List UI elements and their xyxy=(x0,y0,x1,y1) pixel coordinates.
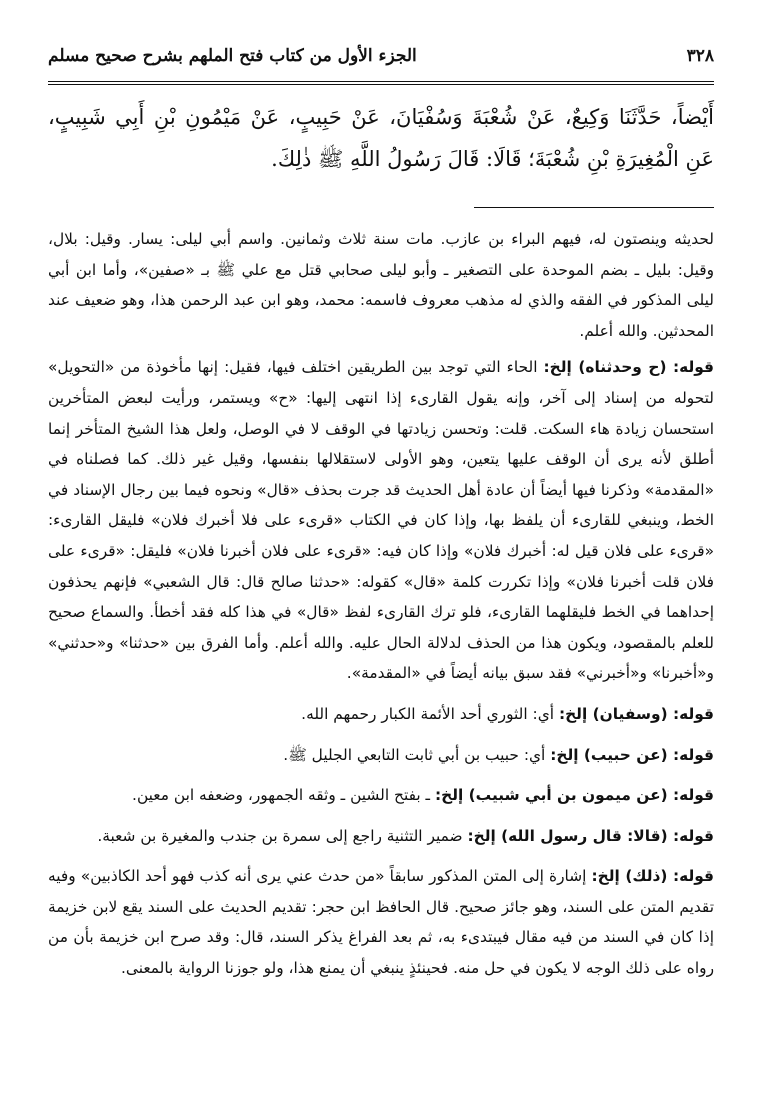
note-text: أي: حبيب بن أبي ثابت التابعي الجليل ﷺ. xyxy=(283,745,551,764)
page-header xyxy=(48,46,714,66)
note-label: قوله: (عن حبيب) إلخ: xyxy=(550,745,714,764)
hadith-text: أَيْضاً، حَدَّثَنَا وَكِيعٌ، عَنْ شُعْبَةَ وَسُفْيَانَ، عَنْ حَبِيبٍ، عَنْ مَيْمُونِ بْنِ أَبِي شَبِيبٍ، عَنِ الْمُغِيرَةِ بْنِ شُعْبَةَ؛ قَالَا: قَالَ رَسُولُ اللَّهِ ﷺ ذٰلِكَ. xyxy=(48,105,714,171)
note-label: قوله: (وسفيان) إلخ: xyxy=(558,704,714,723)
note-text: ضمير التثنية راجع إلى سمرة بن جندب والمغيرة بن شعبة. xyxy=(97,826,468,845)
note-paragraph xyxy=(48,352,714,689)
running-title: الجزء الأول من كتاب فتح الملهم بشرح صحيح مسلم xyxy=(48,46,417,66)
page-number: ٣٢٨ xyxy=(686,46,714,66)
note-text: الحاء التي توجد بين الطريقين اختلف فيها، فقيل: إنها مأخوذة من «التحويل» لتحوله من إسناد إلى آخر، وإنه يقول القارىء إذا انتهى إليها: «ح» ويستمر، ورأيت لبعض المتأخرين استحسان زيادة هاء السكت. قلت: وتحسن زيادتها في الوقف لا في الوصل، ولعل هذا الشيخ المتأخر إنما أطلق لأنه يرى أن الوقف عليها يتعين، وهو الأولى لاستقلالها بنفسها، وقيل غير ذلك. كما فصلناه في «المقدمة» وذكرنا فيها أيضاً أن عادة أهل الحديث قد جرت بحذف «قال» ونحوه فيما بين رجال الإسناد في الخط، وينبغي للقارىء أن يلفظ بها، وإذا كان في الكتاب «قرىء على فلا أخبرك فلان» فليقل القارىء: «قرىء على فلان قيل له: أخبرك فلان» وإذا كان فيه: «قرىء على فلان أخبرنا فلان» فليقل: «قرىء على فلان قلت أخبرنا فلان» وإذا تكررت كلمة «قال» كقوله: «حدثنا صالح قال: قال الشعبي» فإنهم يحذفون إحداهما في الخط فليقلهما القارىء، فلو ترك القارىء لفظ «قال» في هذا كله فقد أخطأ. والسماع صحيح للعلم بالمقصود، ويكون هذا من الحذف لدلالة الحال عليه. والله أعلم. وأما الفرق بين «حدثنا» و«حدثني» و«أخبرنا» و«أخبرني» فقد سبق بيانه أيضاً في «المقدمة». xyxy=(48,358,714,683)
footnote-separator xyxy=(474,207,714,208)
note-paragraph xyxy=(48,861,714,983)
note-paragraph xyxy=(48,740,714,771)
note-text: إشارة إلى المتن المذكور سابقاً «من حدث عني يرى أنه كذب فهو أحد الكاذبين» وفيه تقديم المتن على السند، وهو جائز صحيح. قال الحافظ ابن حجر: تقديم الحديث على السند يقع لابن خزيمة إذا كان في السند من فيه مقال فيبتدىء به، ثم بعد الفراغ يذكر السند، قال: وقد صرح ابن خزيمة بأن من رواه على ذلك الوجه لا يكون في حل منه. فحينئذٍ ينبغي أن يمنع هذا، ولو جوزنا الرواية بالمعنى. xyxy=(48,867,714,978)
commentary-intro: لحديثه وينصتون له، فيهم البراء بن عازب. مات سنة ثلاث وثمانين. واسم أبي ليلى: يسار. وقيل: بلال، وقيل: بليل ـ بضم الموحدة على التصغير ـ وأبو ليلى صحابي قتل مع علي ﷺ بـ «صفين»، وأما ابن أبي ليلى المذكور في الفقه والذي له مذهب معروف فاسمه: محمد، وهو ابن عبد الرحمن هذا، وهو ضعيف عند المحدثين. والله أعلم. xyxy=(48,230,714,340)
note-text: ـ بفتح الشين ـ وثقه الجمهور، وضعفه ابن معين. xyxy=(132,786,435,805)
note-paragraph xyxy=(48,699,714,730)
note-label: قوله: (قالا: قال رسول الله) إلخ: xyxy=(467,826,714,845)
commentary xyxy=(48,224,714,984)
note-label: قوله: (عن ميمون بن أبي شبيب) إلخ: xyxy=(434,786,714,805)
note-label: قوله: (ذلك) إلخ: xyxy=(591,867,714,886)
header-rule xyxy=(48,81,714,85)
note-paragraph xyxy=(48,780,714,811)
note-text: أي: الثوري أحد الأئمة الكبار رحمهم الله. xyxy=(301,704,559,723)
note-label: قوله: (ح وحدثناه) إلخ: xyxy=(543,358,714,377)
note-paragraph xyxy=(48,821,714,852)
